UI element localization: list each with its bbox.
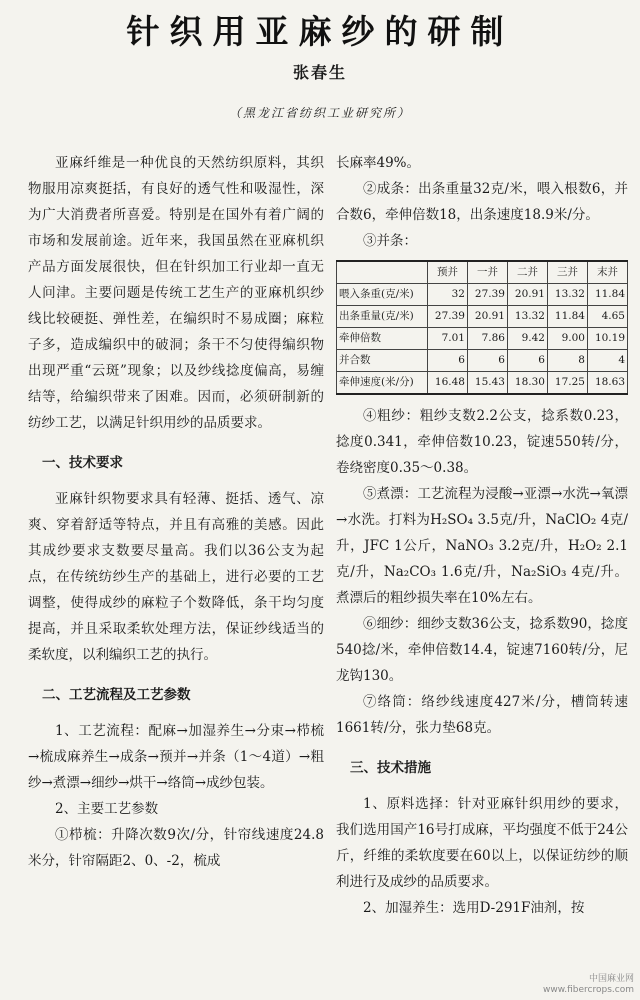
table-cell: 9.00 <box>547 328 587 350</box>
table-cell: 6 <box>467 350 507 372</box>
author-name: 张春生 <box>292 63 347 82</box>
table-cell: 18.63 <box>587 372 627 395</box>
watermark-url: www.fibercrops.com <box>543 985 634 995</box>
table-cell: 6 <box>427 350 467 372</box>
table-cell: 7.01 <box>427 328 467 350</box>
hackling-paragraph: ①栉梳：升降次数9次/分，针帘线速度24.8米分，针帘隔距2、0、-2，梳成 <box>28 827 324 869</box>
section-heading-measures: 三、技术措施 <box>350 760 431 776</box>
section-heading-process: 二、工艺流程及工艺参数 <box>42 687 191 703</box>
table-cell: 13.32 <box>547 284 587 306</box>
table-cell: 4 <box>587 350 627 372</box>
table-cell: 18.30 <box>507 372 547 395</box>
table-row <box>337 372 628 395</box>
table-row <box>337 328 628 350</box>
table-header-cell: 三并 <box>547 261 587 284</box>
table-cell: 27.39 <box>467 284 507 306</box>
table-row-label: 牵伸倍数 <box>337 328 428 350</box>
table-cell: 6 <box>507 350 547 372</box>
table-cell: 27.39 <box>427 306 467 328</box>
table-row-label: 牵伸速度(米/分) <box>337 372 428 395</box>
left-column <box>28 150 324 874</box>
table-cell: 11.84 <box>587 284 627 306</box>
table-cell: 15.43 <box>467 372 507 395</box>
table-cell: 9.42 <box>507 328 547 350</box>
table-row-label: 出条重量(克/米) <box>337 306 428 328</box>
boiling-bleaching-paragraph: ⑤煮漂：工艺流程为浸酸→亚漂→水洗→氧漂→水洗。打料为H₂SO₄ 3.5克/升，NaClO₂ 4克/升，JFC 1公斤，NaNO₃ 3.2克/升，H₂O₂ 2.1克/升，Na₂CO₃ 1.6克/升，Na₂SiO₃ 4克/升。煮漂后的粗纱损失率在10%左右。 <box>336 486 628 606</box>
spinning-paragraph: ⑥细纱：细纱支数36公支，捻系数90，捻度540捻/米，牵伸倍数14.4，锭速7160转/分，尼龙钩130。 <box>336 616 628 684</box>
table-header-cell: 末并 <box>587 261 627 284</box>
params-subheading: 2、主要工艺参数 <box>55 801 159 817</box>
requirements-paragraph: 亚麻针织物要求具有轻薄、挺括、透气、凉爽、穿着舒适等特点，并且有高雅的美感。因此其成纱要求支数要尽量高。我们以36公支为起点，在传统纺纱生产的基础上，进行必要的工艺调整，使得成纱的麻粒子个数降低，条干均匀度提高，并且采取柔软处理方法，保证纱线适当的柔软度，以利编织工艺的执行。 <box>28 491 324 663</box>
table-cell: 17.25 <box>547 372 587 395</box>
drawing-label: ③并条： <box>363 233 417 249</box>
intro-paragraph: 亚麻纤维是一种优良的天然纺织原料，其织物服用凉爽挺括，有良好的透气性和吸湿性，深为广大消费者所喜爱。特别是在国外有着广阔的市场和发展前途。近年来，我国虽然在亚麻机织产品方面发展很快，但在针织加工行业却一直无人问津。主要问题是传统工艺生产的亚麻机织纱线比较硬挺、弹性差，在编织时不易成圈；麻粒子多，造成编织中的破洞；条干不匀使得编织物出现严重“云斑”现象；以及纱线捻度偏高，易缠结等，给编织带来了困难。因而，必须研制新的纺纱工艺，以满足针织用纱的品质要求。 <box>28 155 324 431</box>
watermark-line: 中国麻业网 <box>588 974 634 984</box>
table-cell: 4.65 <box>587 306 627 328</box>
article-title: 针织用亚麻纱的研制 <box>126 12 514 51</box>
sliver-forming-paragraph: ②成条：出条重量32克/米，喂入根数6，并合数6，牵伸倍数18，出条速度18.9米/分。 <box>336 181 628 223</box>
table-header-cell: 一并 <box>467 261 507 284</box>
roving-paragraph: ④粗纱：粗纱支数2.2公支，捻系数0.23，捻度0.341，牵伸倍数10.23，锭速550转/分，卷绕密度0.35～0.38。 <box>336 408 628 476</box>
table-cell: 13.32 <box>507 306 547 328</box>
author-affiliation: （黑龙江省纺织工业研究所） <box>228 106 411 120</box>
process-flow-paragraph: 1、工艺流程：配麻→加湿养生→分束→栉梳→梳成麻养生→成条→预并→并条（1～4道）→粗纱→煮漂→细纱→烘干→络筒→成纱包装。 <box>28 723 324 791</box>
raw-material-paragraph: 1、原料选择：针对亚麻针织用纱的要求，我们选用国产16号打成麻，平均强度不低于24公斤，纤维的柔软度要在60以上，以保证纺纱的顺利进行及成纱的品质要求。 <box>336 796 628 890</box>
table-cell: 16.48 <box>427 372 467 395</box>
table-row <box>337 284 628 306</box>
right-column <box>336 150 628 921</box>
table-header-row <box>337 261 628 284</box>
section-heading-requirements: 一、技术要求 <box>42 455 123 471</box>
table-cell: 11.84 <box>547 306 587 328</box>
table-row <box>337 306 628 328</box>
site-watermark <box>543 974 634 996</box>
table-cell: 10.19 <box>587 328 627 350</box>
table-row-label: 并合数 <box>337 350 428 372</box>
table-cell: 20.91 <box>467 306 507 328</box>
drawing-parameters-table <box>336 260 628 395</box>
table-cell: 32 <box>427 284 467 306</box>
table-header-cell: 二并 <box>507 261 547 284</box>
table-header-cell <box>337 261 428 284</box>
table-row <box>337 350 628 372</box>
table-cell: 7.86 <box>467 328 507 350</box>
table-cell: 20.91 <box>507 284 547 306</box>
hackling-continued: 长麻率49%。 <box>336 155 421 171</box>
humidification-paragraph: 2、加湿养生：选用D-291F油剂，按 <box>363 900 585 916</box>
table-cell: 8 <box>547 350 587 372</box>
table-header-cell: 预并 <box>427 261 467 284</box>
winding-paragraph: ⑦络筒：络纱线速度427米/分，槽筒转速1661转/分，张力垫68克。 <box>336 694 628 736</box>
table-row-label: 喂入条重(克/米) <box>337 284 428 306</box>
